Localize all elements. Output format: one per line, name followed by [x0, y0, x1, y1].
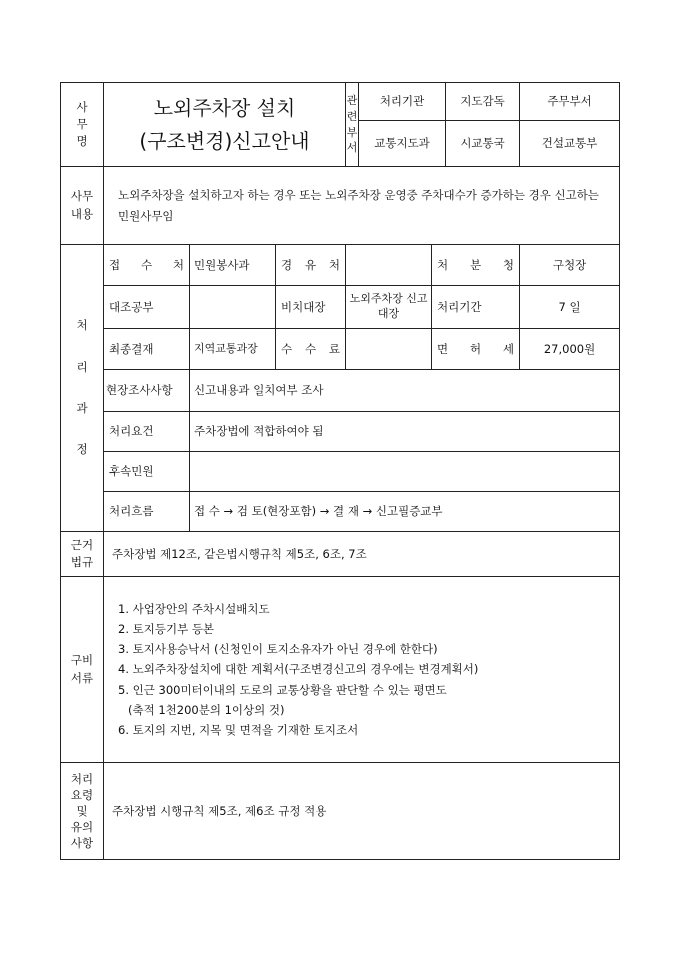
documents-label-line: 서류 — [70, 670, 94, 685]
process-label-char: 리 — [76, 359, 88, 374]
title-line-2: (구조변경)신고안내 — [139, 128, 310, 153]
field-value: 구청장 — [520, 245, 620, 286]
basis-label-line: 법규 — [70, 555, 94, 569]
description-label-line: 내용 — [70, 206, 94, 221]
process-label-char: 처 — [76, 318, 88, 333]
process-label-char: 과 — [76, 401, 88, 415]
document-item: 3. 토지사용승낙서 (신청인이 토지소유자가 아닌 경우에 한한다) — [118, 642, 438, 657]
field-value: 지역교통과장 — [190, 329, 276, 370]
field-label: 접 수 처 — [104, 245, 190, 286]
basis-text: 주차장법 제12조, 같은법시행규칙 제5조, 6조, 7조 — [104, 532, 620, 577]
notes-label-line: 유의 — [70, 820, 94, 835]
field-value: 노외주차장 신고대장 — [346, 286, 432, 329]
dept-role-supervision: 지도감독 — [446, 83, 520, 121]
dept-name-supervision: 시교통국 — [446, 121, 520, 167]
field-label: 수 수 료 — [276, 329, 346, 370]
description-label-line: 사무 — [70, 189, 94, 204]
followup-value — [190, 452, 620, 492]
field-value — [346, 245, 432, 286]
flow-value: 접 수 → 검 토(현장포함) → 결 재 → 신고필증교부 — [190, 492, 620, 532]
service-name-label-char: 명 — [76, 134, 88, 149]
survey-value: 신고내용과 일치여부 조사 — [190, 370, 620, 412]
field-value — [346, 329, 432, 370]
field-value — [190, 286, 276, 329]
document-item: (축적 1천200분의 1이상의 것) — [128, 702, 285, 717]
document-title — [104, 83, 346, 167]
field-label: 처리기간 — [432, 286, 520, 329]
flow-label: 처리흐름 — [104, 492, 190, 532]
requirement-label: 처리요건 — [104, 412, 190, 452]
dept-name-main: 건설교통부 — [520, 121, 620, 167]
related-dept-label-line: 부서 — [346, 125, 358, 155]
field-label: 면 허 세 — [432, 329, 520, 370]
description-label — [61, 167, 104, 245]
service-name-label-char: 사 — [76, 99, 88, 114]
dept-role-processing: 처리기관 — [359, 83, 446, 121]
process-label — [61, 245, 104, 532]
notes-label-line: 사항 — [70, 836, 94, 851]
dept-role-main: 주무부서 — [520, 83, 620, 121]
field-label: 경 유 처 — [276, 245, 346, 286]
followup-label: 후속민원 — [104, 452, 190, 492]
related-dept-label — [346, 83, 359, 167]
document-item: 5. 인근 300미터이내의 도로의 교통상황을 판단할 수 있는 평면도 — [118, 682, 447, 697]
notes-label-line: 요령 — [70, 787, 94, 802]
service-name-label-char: 무 — [76, 116, 88, 131]
basis-label — [61, 532, 104, 577]
document-item: 1. 사업장안의 주차시설배치도 — [118, 602, 270, 617]
document-item: 4. 노외주차장설치에 대한 계획서(구조변경신고의 경우에는 변경계획서) — [118, 662, 479, 677]
guide-document — [60, 82, 619, 860]
service-name-label — [61, 83, 104, 167]
field-value: 민원봉사과 — [190, 245, 276, 286]
basis-label-line: 근거 — [70, 537, 94, 552]
guide-table — [60, 82, 620, 860]
process-label-char: 정 — [76, 442, 88, 457]
documents-label — [61, 577, 104, 763]
field-value: 7 일 — [520, 286, 620, 329]
notes-label-line: 처리 — [70, 771, 94, 786]
field-value: 27,000원 — [520, 329, 620, 370]
notes-text: 주차장법 시행규칙 제5조, 제6조 규정 적용 — [104, 763, 620, 860]
field-label: 대조공부 — [104, 286, 190, 329]
documents-list — [104, 577, 620, 763]
related-dept-label-line: 관련 — [346, 93, 358, 123]
notes-label-line: 및 — [76, 803, 88, 818]
document-item: 2. 토지등기부 등본 — [118, 622, 215, 637]
dept-name-processing: 교통지도과 — [359, 121, 446, 167]
field-label: 비치대장 — [276, 286, 346, 329]
survey-label: 현장조사사항 — [104, 370, 190, 412]
description-text: 노외주차장을 설치하고자 하는 경우 또는 노외주차장 운영중 주차대수가 증가하는 경우 신고하는 민원사무임 — [104, 167, 620, 245]
document-item: 6. 토지의 지번, 지목 및 면적을 기재한 토지조서 — [118, 722, 359, 737]
field-label: 처 분 청 — [432, 245, 520, 286]
documents-label-line: 구비 — [70, 653, 94, 668]
requirement-value: 주차장법에 적합하여야 됨 — [190, 412, 620, 452]
field-label: 최종결재 — [104, 329, 190, 370]
title-line-1: 노외주차장 설치 — [153, 95, 296, 120]
notes-label — [61, 763, 104, 860]
